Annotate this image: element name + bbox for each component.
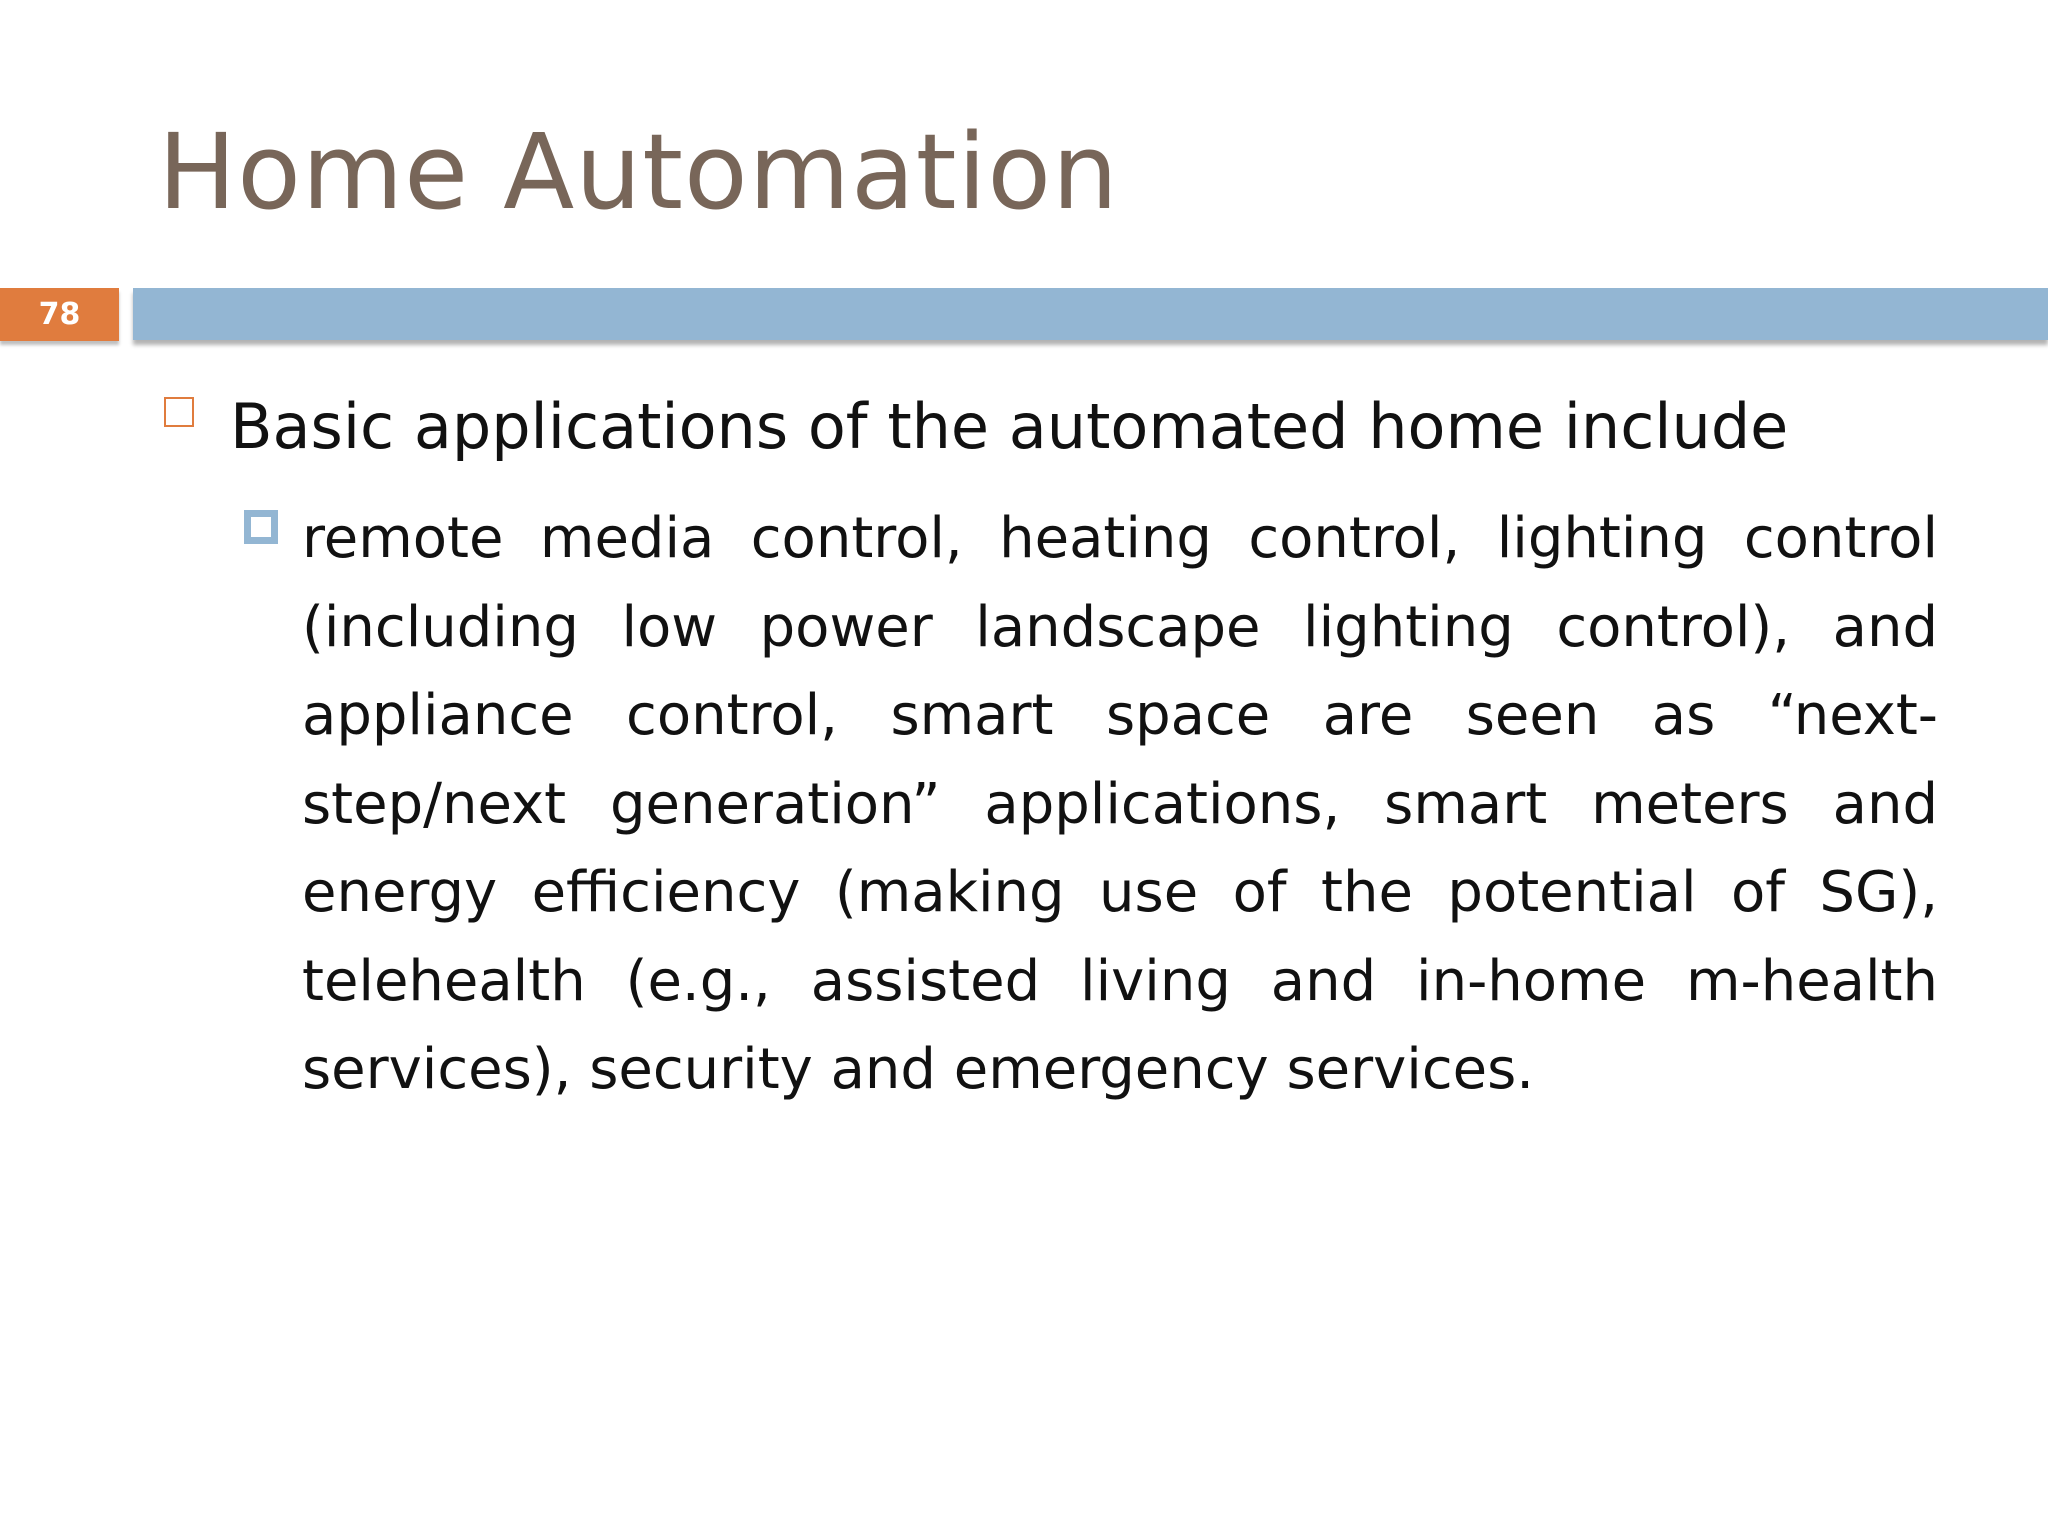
bullet-text-level-2: remote media control, heating control, lighting control (including low power landscape lighting control), and appliance control, smart space are seen as “next-step/next generation” applications, smart meters and energy efficiency (making use of the potential of SG), telehealth (e.g., assisted living and in-home m-health services), security and emergency services. [302,506,1938,1102]
bullet-text-level-1: Basic applications of the automated home include [230,390,1789,463]
slide-title: Home Automation [158,111,1119,233]
square-bullet-icon [244,510,278,544]
page-number-badge: 78 [0,288,119,341]
hollow-square-bullet-icon [164,397,194,427]
title-divider-bar [133,288,2048,340]
